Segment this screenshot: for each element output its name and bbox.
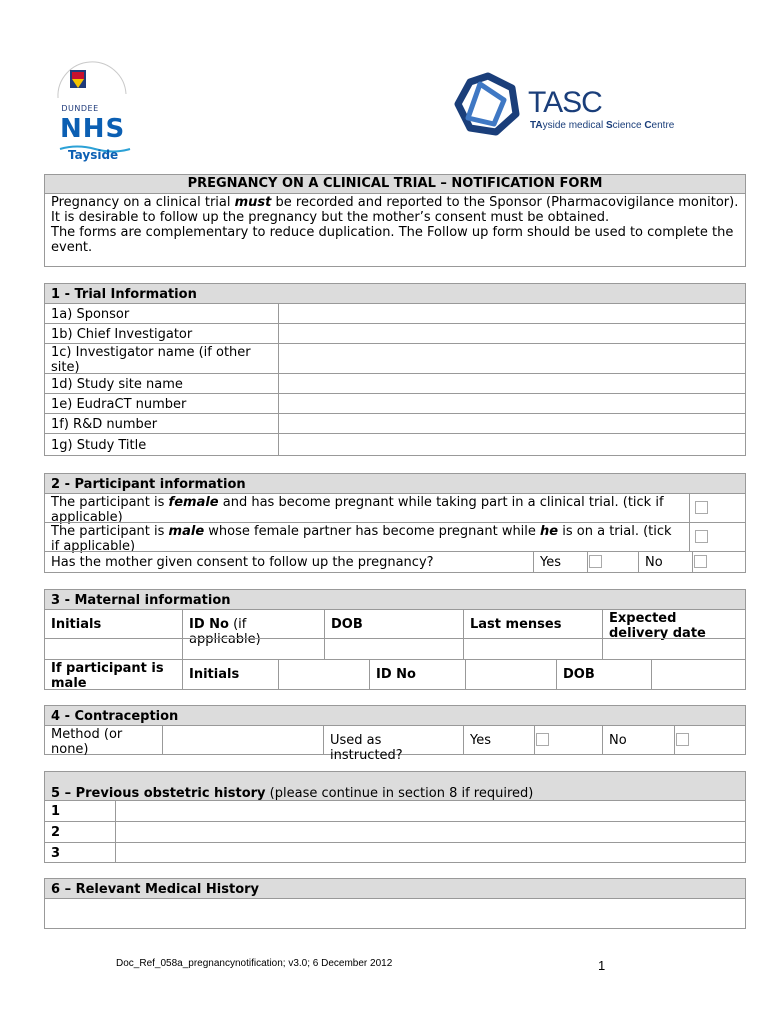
- s3-male-idno-label: ID No: [369, 659, 466, 690]
- s4-method-field[interactable]: [162, 725, 324, 755]
- s4-yes-cell: [534, 725, 603, 755]
- s3-idno-note: (if applicable): [189, 617, 261, 647]
- s5-row-3-label: 3: [44, 842, 116, 863]
- s2-r2-b: whose female partner has become pregnant while: [204, 524, 541, 539]
- intro-box: [44, 193, 746, 267]
- s1-field-eudract[interactable]: [278, 393, 746, 414]
- s4-yes-label: Yes: [463, 725, 535, 755]
- s6-title: 6 – Relevant Medical History: [44, 878, 746, 899]
- s1-label-sponsor: 1a) Sponsor: [44, 303, 279, 324]
- s2-consent-no-checkbox[interactable]: [694, 555, 707, 568]
- s2-consent-no-label: No: [638, 551, 693, 573]
- s2-consent-no-cell: [692, 551, 746, 573]
- intro-1a: Pregnancy on a clinical trial: [51, 195, 235, 210]
- s3-initials-field[interactable]: [44, 638, 183, 660]
- tasc-sub-c: S: [605, 120, 613, 131]
- s3-male-initials-label: Initials: [182, 659, 279, 690]
- s3-menses-field[interactable]: [463, 638, 603, 660]
- dundee-label: DUNDEE: [61, 104, 99, 113]
- footer-doc-ref: Doc_Ref_058a_pregnancynotification; v3.0; 6 December 2012: [116, 958, 393, 969]
- s3-initials-header: Initials: [44, 609, 183, 639]
- tasc-subtitle: [530, 120, 674, 131]
- s2-female-checkbox[interactable]: [695, 501, 708, 514]
- s2-r2-c: is on a trial. (tick if applicable): [51, 524, 672, 554]
- s3-male-dob-field[interactable]: [651, 659, 746, 690]
- s1-label-eudract: 1e) EudraCT number: [44, 393, 279, 414]
- s5-row-1-label: 1: [44, 800, 116, 822]
- tasc-logo: [450, 70, 690, 140]
- s1-title: 1 - Trial Information: [44, 283, 746, 304]
- tasc-sub-d: cience: [612, 120, 645, 131]
- s3-male-label: If participant is male: [44, 659, 183, 690]
- nhs-mark-text: NHS: [60, 114, 126, 144]
- tasc-sub-f: entre: [651, 120, 675, 131]
- s2-male-checkbox[interactable]: [695, 530, 708, 543]
- nhs-tayside-logo: [50, 58, 134, 160]
- s4-title: 4 - Contraception: [44, 705, 746, 726]
- s1-label-site: 1d) Study site name: [44, 373, 279, 394]
- s3-menses-header: Last menses: [463, 609, 603, 639]
- intro-1b: be recorded and reported to the Sponsor (Pharmacovigilance monitor).: [271, 195, 739, 210]
- s2-r2-emphasis-2: he: [540, 524, 559, 539]
- s1-label-ci: 1b) Chief Investigator: [44, 323, 279, 344]
- s1-field-rd[interactable]: [278, 413, 746, 434]
- tasc-wordmark: TASC: [528, 86, 602, 119]
- s5-title-note: (please continue in section 8 if required): [265, 786, 534, 801]
- intro-line-3: The forms are complementary to reduce duplication. The Follow up form should be used to complete the event.: [51, 225, 734, 255]
- s5-title: [44, 771, 746, 801]
- university-crest-icon: [50, 58, 134, 104]
- intro-1-emphasis: must: [234, 195, 272, 210]
- s2-r1-b: and has become pregnant while taking part in a clinical trial. (tick if applicable): [51, 495, 664, 525]
- s3-idno-label: ID No: [189, 617, 229, 632]
- s1-field-site[interactable]: [278, 373, 746, 394]
- page-number: 1: [598, 958, 606, 973]
- s3-male-initials-field[interactable]: [278, 659, 370, 690]
- s2-male-tick-cell: [689, 522, 746, 552]
- s3-dob-field[interactable]: [324, 638, 464, 660]
- s2-title: 2 - Participant information: [44, 473, 746, 494]
- s2-r2-emphasis: male: [168, 524, 205, 539]
- intro-line-1: [51, 195, 739, 210]
- s4-no-label: No: [602, 725, 675, 755]
- s1-label-investigator: 1c) Investigator name (if other site): [44, 343, 279, 374]
- s5-row-3-field[interactable]: [115, 842, 746, 863]
- s1-field-sponsor[interactable]: [278, 303, 746, 324]
- s3-male-idno-field[interactable]: [465, 659, 557, 690]
- s4-used-label: Used as instructed?: [323, 725, 464, 755]
- tasc-knot-icon: [450, 70, 526, 140]
- s5-row-1-field[interactable]: [115, 800, 746, 822]
- tayside-label: Tayside: [68, 148, 119, 162]
- s3-male-dob-label: DOB: [556, 659, 652, 690]
- s2-consent-yes-label: Yes: [533, 551, 588, 573]
- s5-title-text: 5 – Previous obstetric history: [51, 786, 266, 801]
- s1-label-title: 1g) Study Title: [44, 433, 279, 456]
- s2-r2-a: The participant is: [51, 524, 169, 539]
- s1-field-title[interactable]: [278, 433, 746, 456]
- s2-consent-yes-cell: [587, 551, 639, 573]
- s5-row-2-field[interactable]: [115, 821, 746, 843]
- s1-label-rd: 1f) R&D number: [44, 413, 279, 434]
- s6-field[interactable]: [44, 898, 746, 929]
- s3-idno-field[interactable]: [182, 638, 325, 660]
- s4-no-checkbox[interactable]: [676, 733, 689, 746]
- s3-title: 3 - Maternal information: [44, 589, 746, 610]
- s4-yes-checkbox[interactable]: [536, 733, 549, 746]
- s2-female-tick-cell: [689, 493, 746, 523]
- s2-consent-yes-checkbox[interactable]: [589, 555, 602, 568]
- s1-field-investigator[interactable]: [278, 343, 746, 374]
- s3-dob-header: DOB: [324, 609, 464, 639]
- tasc-sub-b: yside medical: [542, 120, 606, 131]
- s2-r1-a: The participant is: [51, 495, 169, 510]
- intro-line-2: It is desirable to follow up the pregnancy but the mother’s consent must be obtained.: [51, 210, 610, 225]
- s2-r1-emphasis: female: [168, 495, 219, 510]
- s4-no-cell: [674, 725, 746, 755]
- tasc-sub-e: C: [644, 120, 652, 131]
- tasc-sub-a: TA: [530, 120, 543, 131]
- s4-method-label: Method (or none): [44, 725, 163, 755]
- s2-female-text: [44, 493, 690, 523]
- s3-edd-header: Expected delivery date: [602, 609, 746, 639]
- s3-edd-field[interactable]: [602, 638, 746, 660]
- form-title: PREGNANCY ON A CLINICAL TRIAL – NOTIFICATION FORM: [44, 174, 746, 194]
- s5-row-2-label: 2: [44, 821, 116, 843]
- s2-male-text: [44, 522, 690, 552]
- s3-idno-header: [182, 609, 325, 647]
- s1-field-ci[interactable]: [278, 323, 746, 344]
- s2-consent-text: Has the mother given consent to follow up the pregnancy?: [44, 551, 534, 573]
